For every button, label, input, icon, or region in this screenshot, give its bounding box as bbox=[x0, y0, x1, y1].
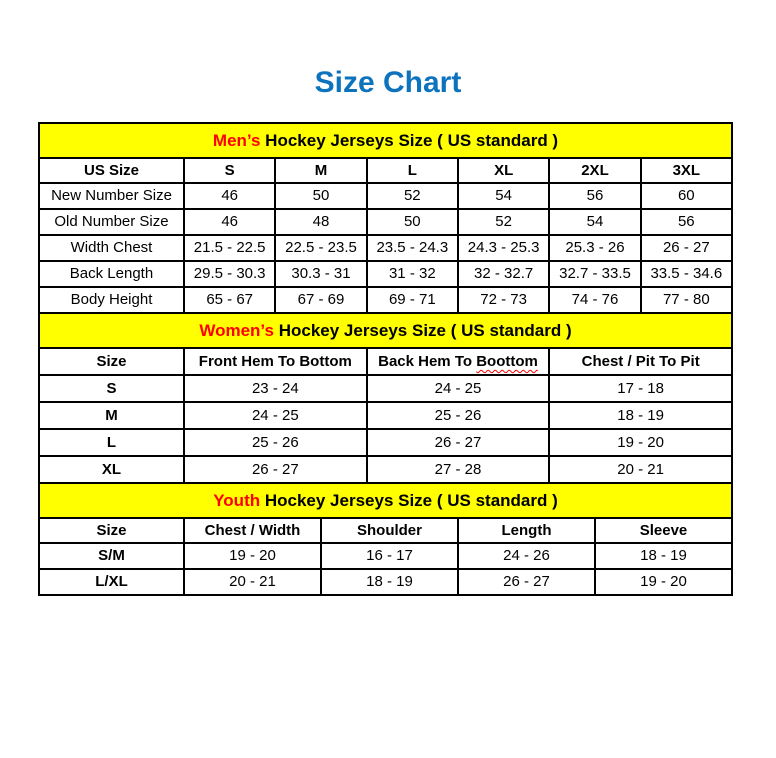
row-label: Back Length bbox=[39, 261, 184, 287]
cell-value: 27 - 28 bbox=[367, 456, 550, 483]
row-label: Body Height bbox=[39, 287, 184, 313]
cell-value: 32.7 - 33.5 bbox=[549, 261, 640, 287]
cell-value: 17 - 18 bbox=[549, 375, 732, 402]
column-header: L bbox=[367, 158, 458, 183]
table-row bbox=[39, 287, 732, 313]
youth-band-highlight: Youth bbox=[213, 490, 261, 510]
mens-band-row bbox=[39, 123, 732, 158]
cell-value: 26 - 27 bbox=[641, 235, 732, 261]
mens-column-header-row bbox=[39, 158, 732, 183]
cell-value: 25 - 26 bbox=[184, 429, 367, 456]
table-row bbox=[39, 235, 732, 261]
cell-value: 19 - 20 bbox=[549, 429, 732, 456]
column-header: Front Hem To Bottom bbox=[184, 348, 367, 375]
mens-band-text: Hockey Jerseys Size ( US standard ) bbox=[260, 130, 559, 150]
column-header-text: Back Hem To bbox=[378, 352, 477, 370]
row-label: Width Chest bbox=[39, 235, 184, 261]
cell-value: 72 - 73 bbox=[458, 287, 549, 313]
cell-value: 77 - 80 bbox=[641, 287, 732, 313]
cell-value: 26 - 27 bbox=[184, 456, 367, 483]
cell-value: 21.5 - 22.5 bbox=[184, 235, 275, 261]
womens-band-highlight: Women’s bbox=[199, 320, 274, 340]
row-label: New Number Size bbox=[39, 183, 184, 209]
mens-band-highlight: Men’s bbox=[212, 130, 261, 150]
cell-value: 24.3 - 25.3 bbox=[458, 235, 549, 261]
cell-value: 46 bbox=[184, 183, 275, 209]
cell-value: 50 bbox=[367, 209, 458, 235]
womens-column-header-row bbox=[39, 348, 732, 375]
cell-value: 22.5 - 23.5 bbox=[275, 235, 366, 261]
column-header: US Size bbox=[39, 158, 184, 183]
cell-value: 32 - 32.7 bbox=[458, 261, 549, 287]
womens-size-table bbox=[38, 312, 733, 484]
cell-value: 50 bbox=[275, 183, 366, 209]
table-row bbox=[39, 429, 732, 456]
cell-value: 30.3 - 31 bbox=[275, 261, 366, 287]
cell-value: 25.3 - 26 bbox=[549, 235, 640, 261]
cell-value: 16 - 17 bbox=[321, 543, 458, 569]
row-label: L/XL bbox=[39, 569, 184, 595]
cell-value: 20 - 21 bbox=[549, 456, 732, 483]
cell-value: 65 - 67 bbox=[184, 287, 275, 313]
column-header: XL bbox=[458, 158, 549, 183]
cell-value: 20 - 21 bbox=[184, 569, 321, 595]
cell-value: 33.5 - 34.6 bbox=[641, 261, 732, 287]
column-header: Length bbox=[458, 518, 595, 543]
table-row bbox=[39, 183, 732, 209]
column-header: Sleeve bbox=[595, 518, 732, 543]
cell-value: 56 bbox=[549, 183, 640, 209]
mens-table-title bbox=[39, 123, 732, 158]
cell-value: 26 - 27 bbox=[367, 429, 550, 456]
mens-size-table bbox=[38, 122, 733, 314]
row-label: XL bbox=[39, 456, 184, 483]
cell-value: 31 - 32 bbox=[367, 261, 458, 287]
cell-value: 74 - 76 bbox=[549, 287, 640, 313]
youth-band-row bbox=[39, 483, 732, 518]
table-row bbox=[39, 402, 732, 429]
cell-value: 52 bbox=[458, 209, 549, 235]
column-header: 3XL bbox=[641, 158, 732, 183]
cell-value: 26 - 27 bbox=[458, 569, 595, 595]
column-header: M bbox=[275, 158, 366, 183]
table-row bbox=[39, 209, 732, 235]
size-chart-container bbox=[38, 122, 733, 596]
page-title: Size Chart bbox=[314, 66, 462, 99]
table-row bbox=[39, 569, 732, 595]
cell-value: 46 bbox=[184, 209, 275, 235]
cell-value: 23.5 - 24.3 bbox=[367, 235, 458, 261]
cell-value: 29.5 - 30.3 bbox=[184, 261, 275, 287]
youth-size-table bbox=[38, 482, 733, 596]
table-row bbox=[39, 375, 732, 402]
cell-value: 23 - 24 bbox=[184, 375, 367, 402]
cell-value: 24 - 26 bbox=[458, 543, 595, 569]
table-row bbox=[39, 261, 732, 287]
misspelled-word: Boottom bbox=[476, 352, 538, 370]
cell-value: 24 - 25 bbox=[184, 402, 367, 429]
womens-band-text: Hockey Jerseys Size ( US standard ) bbox=[273, 320, 572, 340]
cell-value: 52 bbox=[367, 183, 458, 209]
cell-value: 48 bbox=[275, 209, 366, 235]
row-label: M bbox=[39, 402, 184, 429]
cell-value: 18 - 19 bbox=[549, 402, 732, 429]
column-header: S bbox=[184, 158, 275, 183]
cell-value: 18 - 19 bbox=[321, 569, 458, 595]
table-row bbox=[39, 543, 732, 569]
column-header: Size bbox=[39, 348, 184, 375]
table-row bbox=[39, 456, 732, 483]
column-header bbox=[367, 348, 550, 375]
cell-value: 24 - 25 bbox=[367, 375, 550, 402]
column-header: Chest / Pit To Pit bbox=[549, 348, 732, 375]
cell-value: 19 - 20 bbox=[184, 543, 321, 569]
cell-value: 54 bbox=[549, 209, 640, 235]
column-header: Size bbox=[39, 518, 184, 543]
row-label: L bbox=[39, 429, 184, 456]
column-header: 2XL bbox=[549, 158, 640, 183]
cell-value: 25 - 26 bbox=[367, 402, 550, 429]
cell-value: 69 - 71 bbox=[367, 287, 458, 313]
cell-value: 18 - 19 bbox=[595, 543, 732, 569]
youth-column-header-row bbox=[39, 518, 732, 543]
youth-table-title bbox=[39, 483, 732, 518]
row-label: S bbox=[39, 375, 184, 402]
cell-value: 60 bbox=[641, 183, 732, 209]
cell-value: 56 bbox=[641, 209, 732, 235]
youth-band-text: Hockey Jerseys Size ( US standard ) bbox=[260, 490, 558, 510]
cell-value: 19 - 20 bbox=[595, 569, 732, 595]
womens-band-row bbox=[39, 313, 732, 348]
cell-value: 54 bbox=[458, 183, 549, 209]
row-label: Old Number Size bbox=[39, 209, 184, 235]
row-label: S/M bbox=[39, 543, 184, 569]
column-header: Chest / Width bbox=[184, 518, 321, 543]
column-header: Shoulder bbox=[321, 518, 458, 543]
womens-table-title bbox=[39, 313, 732, 348]
cell-value: 67 - 69 bbox=[275, 287, 366, 313]
